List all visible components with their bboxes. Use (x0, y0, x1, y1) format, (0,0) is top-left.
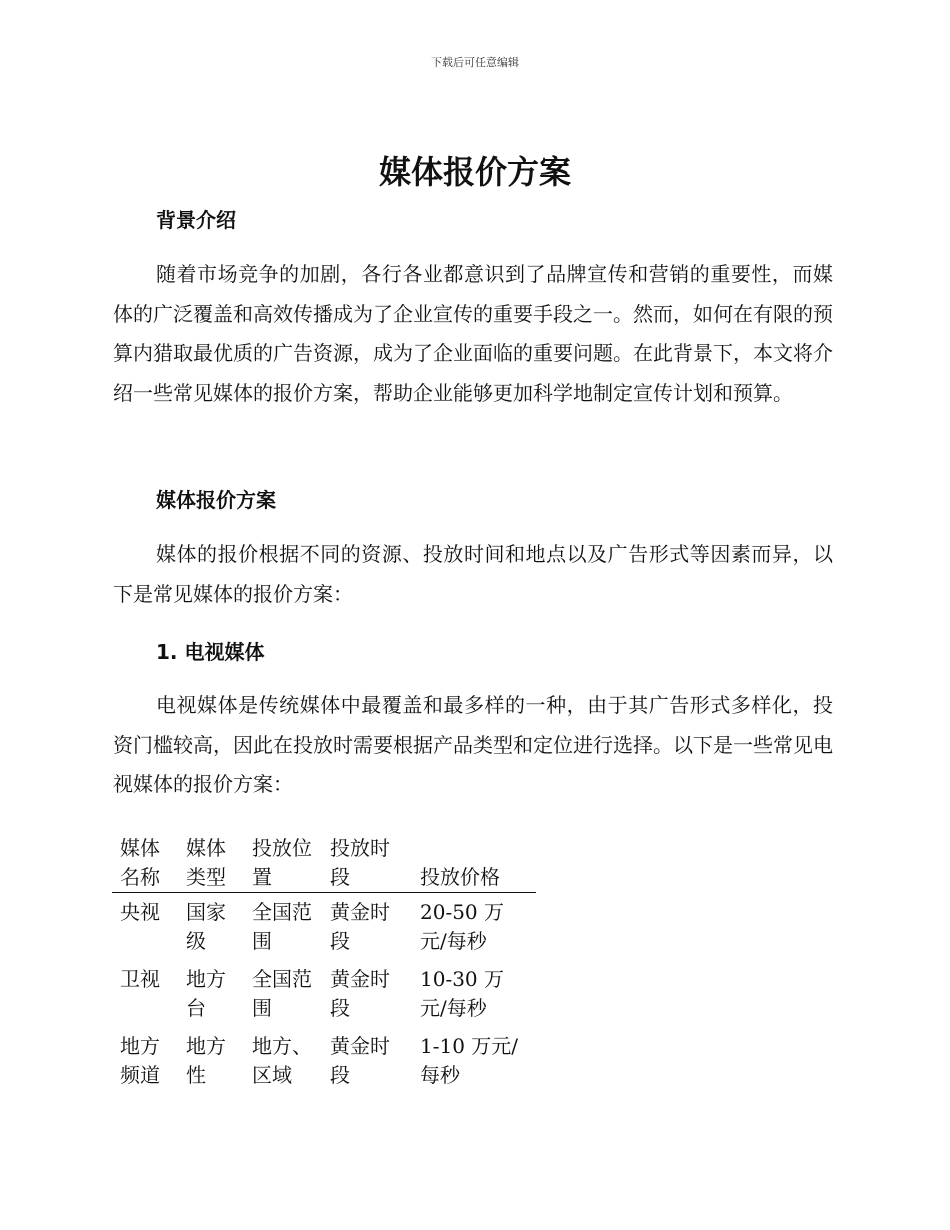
table-row (112, 893, 536, 961)
table-cell: 黄金时段 (330, 900, 390, 953)
header-note: 下载后可任意编辑 (431, 56, 519, 69)
table-cell: 全国范围 (252, 900, 312, 953)
table-header-cell: 投放位置 (244, 830, 322, 893)
paragraph-background: 随着市场竞争的加剧，各行各业都意识到了品牌宣传和营销的重要性，而媒体的广泛覆盖和高效传播成为了企业宣传的重要手段之一。然而，如何在有限的预算内猎取最优质的广告资源，成为了企业面临的重要问题。在此背景下，本文将介绍一些常见媒体的报价方案，帮助企业能够更加科学地制定宣传计划和预算。 (113, 262, 833, 405)
table-header-cell: 媒体名称 (112, 830, 178, 893)
table-cell: 黄金时段 (330, 1034, 390, 1087)
table-header-row (112, 830, 536, 893)
table-cell: 全国范围 (252, 967, 312, 1020)
table-cell: 地方频道 (120, 1034, 160, 1087)
table-cell: 国家级 (186, 900, 226, 953)
table-cell: 黄金时段 (330, 967, 390, 1020)
paragraph-pricing: 媒体的报价根据不同的资源、投放时间和地点以及广告形式等因素而异，以下是常见媒体的报价方案： (113, 542, 833, 606)
table-cell: 地方台 (186, 967, 226, 1020)
table-cell: 10-30 万元/每秒 (420, 967, 505, 1020)
table-cell: 1-10 万元/每秒 (420, 1034, 519, 1087)
tv-price-table (112, 830, 536, 1094)
table-cell: 20-50 万元/每秒 (420, 900, 505, 953)
section-heading-background: 背景介绍 (156, 208, 236, 232)
table-cell: 地方性 (186, 1034, 226, 1087)
table-cell: 地方、区域 (252, 1034, 312, 1087)
table-cell: 央视 (120, 900, 160, 924)
table-row (112, 960, 536, 1027)
table-cell: 卫视 (120, 967, 160, 991)
paragraph-tv: 电视媒体是传统媒体中最覆盖和最多样的一种，由于其广告形式多样化，投资门槛较高，因此在投放时需要根据产品类型和定位进行选择。以下是一些常见电视媒体的报价方案： (113, 693, 833, 796)
table-header-cell: 投放价格 (412, 830, 536, 893)
table-header-cell: 媒体类型 (178, 830, 244, 893)
section-heading-tv: 1. 电视媒体 (156, 640, 265, 664)
section-heading-pricing: 媒体报价方案 (156, 488, 276, 512)
table-row (112, 1027, 536, 1094)
table-header-cell: 投放时段 (322, 830, 412, 893)
page-title: 媒体报价方案 (378, 153, 571, 191)
